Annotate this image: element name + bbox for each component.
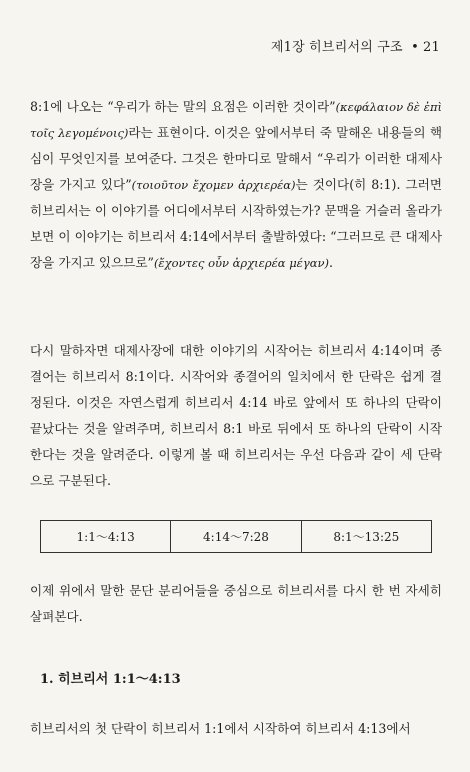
paragraph-division: 다시 말하자면 대제사장에 대한 이야기의 시작어는 히브리서 4:14이며 종결어는 히브리서 8:1이다. 시작어와 종결어의 일치에서 한 단락은 쉽게 결정된다. 이것은 자연스럽게 히브리서 4:14 바로 앞에서 또 하나의 단락이 끝났다는 것을 알려주며, 히브리서 8:1 바로 뒤에서 또 하나의 단락이 시작한다는 것을 알려준다. 이렇게 볼 때 히브리서는 우선 다음과 같이 세 단락으로 구분된다. xyxy=(30,343,442,488)
paragraph-text: 라는 표현이다. 이것은 앞에서부터 죽 말해온 내용들의 핵심이 무엇인지를 보여준다. 그것은 한마디로 말해서 “우리가 이러한 대제사장을 가지고 있다” xyxy=(30,125,442,192)
running-header xyxy=(271,36,440,55)
greek-quote: (κεφάλαιον δὲ ἐπὶ τοῖς λεγομένοις) xyxy=(30,100,443,140)
chapter-title: 제1장 히브리서의 구조 xyxy=(270,40,403,55)
paragraph-text: 는 것이다(히 8:1). 그러면 히브리서는 이 이야기를 어디에서부터 시작하였는가? 문맥을 거슬러 올라가 보면 이 이야기는 히브리서 4:14에서부터 출발하였다: “그러므로 큰 대제사장을 가지고 있으므로” xyxy=(30,177,442,270)
paragraph-text: 8:1에 나오는 “우리가 하는 말의 요점은 이러한 것이라” xyxy=(30,99,336,114)
paragraph-review: 이제 위에서 말한 문단 분리어들을 중심으로 히브리서를 다시 한 번 자세히 살펴본다. xyxy=(30,583,442,624)
page-number: 21 xyxy=(423,40,440,55)
division-table xyxy=(40,520,432,553)
division-cell-2: 4:14～7:28 xyxy=(171,521,301,552)
header-separator: • xyxy=(411,40,420,55)
greek-quote: (ἔχοντες οὖν ἀρχιερέα μέγαν) xyxy=(153,256,329,270)
section-heading: 1. 히브리서 1:1～4:13 xyxy=(40,672,181,687)
paragraph-key-point xyxy=(30,94,442,276)
division-cell-1: 1:1～4:13 xyxy=(41,521,171,552)
paragraph-text: . xyxy=(328,255,333,270)
greek-quote: (τοιοῦτον ἔχομεν ἀρχιερέα) xyxy=(131,178,296,192)
paragraph-first-section: 히브리서의 첫 단락이 히브리서 1:1에서 시작하여 히브리서 4:13에서 xyxy=(30,721,411,736)
division-cell-3: 8:1～13:25 xyxy=(333,530,400,544)
